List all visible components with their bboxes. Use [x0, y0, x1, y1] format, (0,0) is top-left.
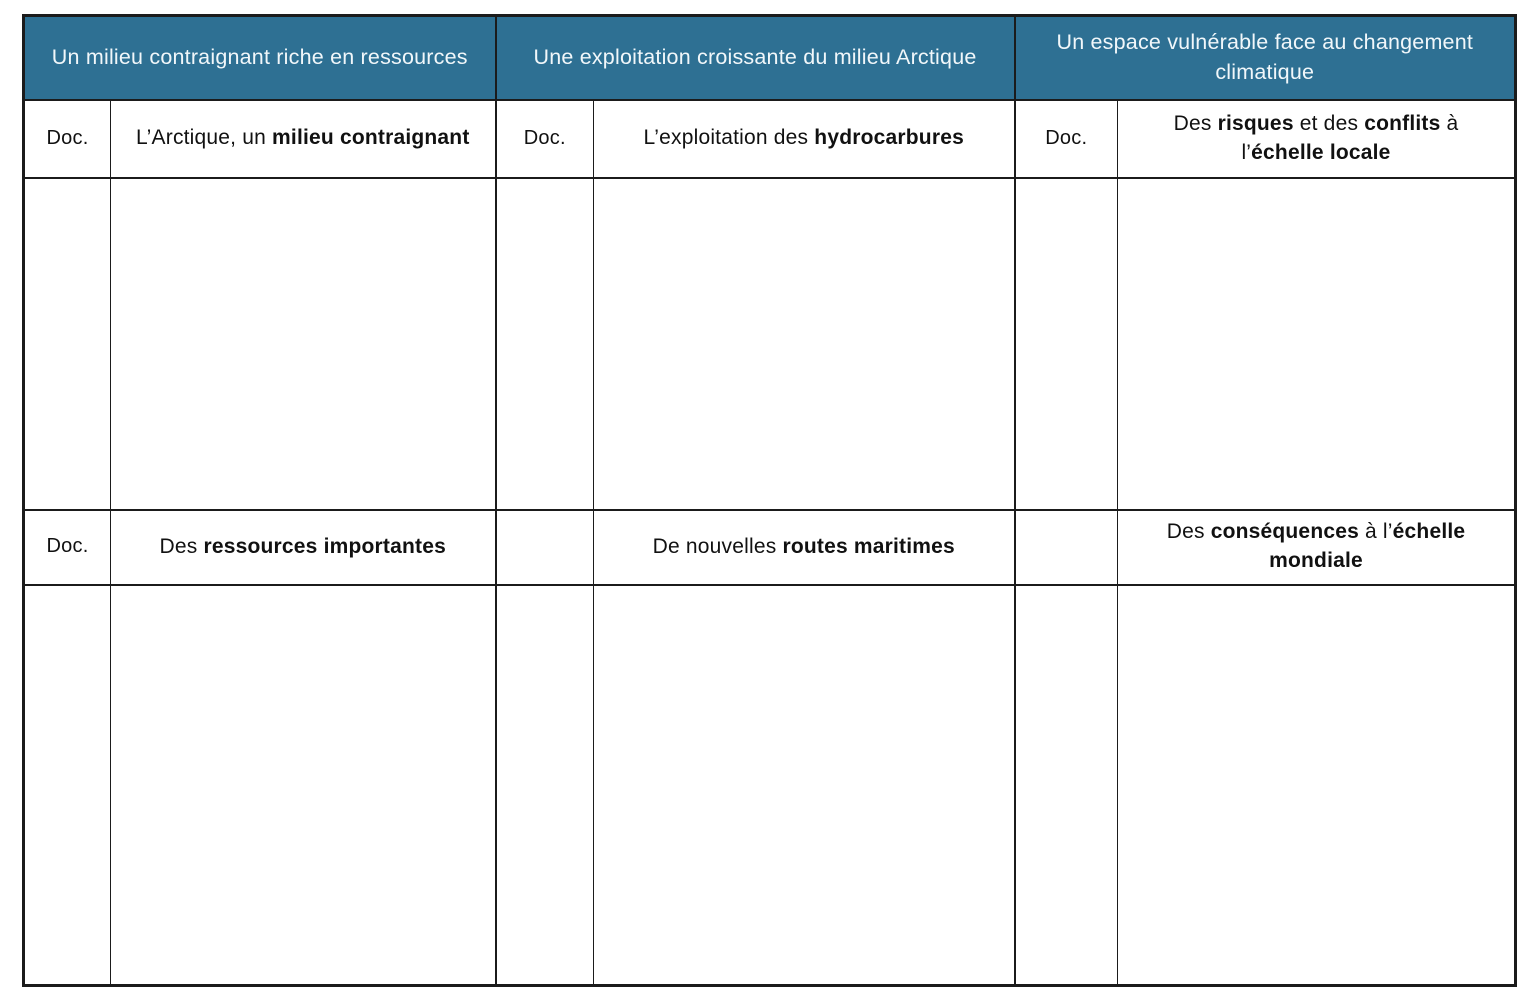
text-segment: hydrocarbures	[814, 126, 964, 150]
text-segment: Des	[159, 534, 204, 558]
section-subtitle-cell	[111, 100, 496, 178]
text-segment: milieu contraignant	[272, 126, 470, 150]
answer-row-2	[24, 585, 1516, 986]
section-header-3: Un espace vulnérable face au changement climatique	[1015, 16, 1516, 100]
text-segment: L’exploitation des	[643, 126, 815, 150]
text-segment: conflits	[1364, 111, 1441, 135]
answer-cell	[594, 178, 1015, 510]
answer-doc-cell	[496, 178, 594, 510]
doc-label-cell	[1015, 510, 1118, 585]
doc-label-cell: Doc.	[1015, 100, 1118, 178]
doc-label-cell	[496, 510, 594, 585]
section-subtitle-cell	[594, 100, 1015, 178]
section-subtitle-cell	[111, 510, 496, 585]
text-segment: risques	[1217, 111, 1294, 135]
answer-row-1	[24, 178, 1516, 510]
answer-doc-cell	[24, 178, 111, 510]
text-segment: et des	[1293, 111, 1365, 135]
answer-doc-cell	[1015, 585, 1118, 986]
text-segment: Des	[1173, 111, 1218, 135]
answer-cell	[111, 585, 496, 986]
text-segment: conséquences	[1210, 520, 1359, 544]
text-segment: Des	[1166, 520, 1211, 544]
answer-cell	[594, 585, 1015, 986]
section-header-1: Un milieu contraignant riche en ressources	[24, 16, 496, 100]
text-segment: à l’	[1358, 520, 1393, 544]
text-segment: routes maritimes	[782, 534, 955, 558]
answer-doc-cell	[24, 585, 111, 986]
answer-cell	[1118, 178, 1516, 510]
text-segment: L’Arctique, un	[135, 126, 273, 150]
answer-cell	[111, 178, 496, 510]
doc-label-cell: Doc.	[496, 100, 594, 178]
text-segment: échelle locale	[1251, 140, 1391, 164]
section-subtitle-cell	[1118, 100, 1516, 178]
text-segment: à l’	[1241, 111, 1459, 164]
doc-label-cell: Doc.	[24, 510, 111, 585]
text-segment: ressources importantes	[203, 534, 446, 558]
header-row	[24, 16, 1516, 100]
section-header-2: Une exploitation croissante du milieu Arctique	[496, 16, 1015, 100]
subtitle-row-1	[24, 100, 1516, 178]
doc-label-cell: Doc.	[24, 100, 111, 178]
text-segment: De nouvelles	[652, 534, 783, 558]
subtitle-row-2	[24, 510, 1516, 585]
answer-doc-cell	[496, 585, 594, 986]
answer-doc-cell	[1015, 178, 1118, 510]
arctic-worksheet-table	[22, 14, 1517, 987]
section-subtitle-cell	[1118, 510, 1516, 585]
answer-cell	[1118, 585, 1516, 986]
text-segment: échelle mondiale	[1269, 520, 1466, 572]
section-subtitle-cell	[594, 510, 1015, 585]
